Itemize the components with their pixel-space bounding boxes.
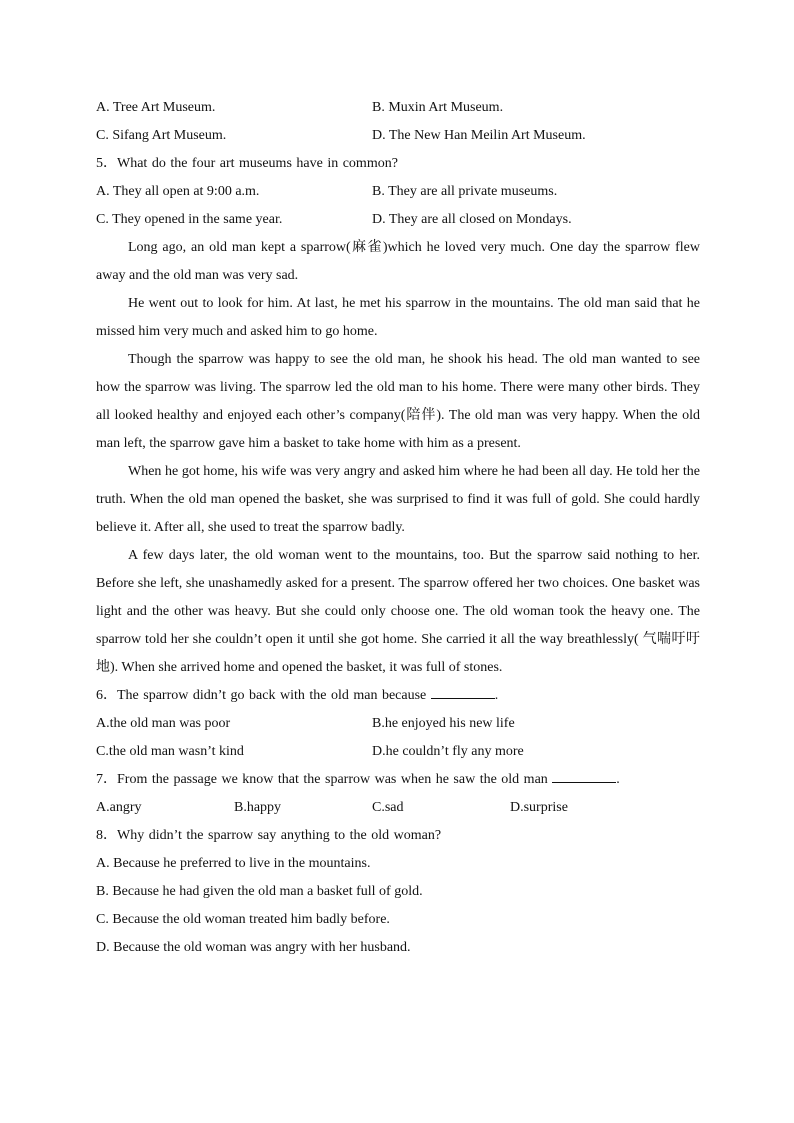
q7-stem: 7．From the passage we know that the sparrow was when he saw the old man bbox=[96, 772, 548, 787]
q8-option-c: C. Because the old woman treated him badly before. bbox=[96, 912, 390, 927]
q7-option-b: B.happy bbox=[234, 800, 282, 815]
q6-stem-line bbox=[96, 682, 700, 710]
q5-option-a: A. They all open at 9:00 a.m. bbox=[96, 184, 260, 199]
q6-options-row2 bbox=[96, 738, 700, 766]
q5-option-c: C. They opened in the same year. bbox=[96, 212, 283, 227]
q4-options-row1 bbox=[96, 94, 700, 122]
q8-stem: 8．Why didn’t the sparrow say anything to the old woman? bbox=[96, 828, 442, 843]
q5-option-d: D. They are all closed on Mondays. bbox=[372, 212, 572, 227]
q8-option-b: B. Because he had given the old man a basket full of gold. bbox=[96, 884, 423, 899]
exam-page bbox=[96, 94, 700, 962]
q6-answer-blank bbox=[431, 684, 495, 699]
q7-stem-line bbox=[96, 766, 700, 794]
q4-options-row2 bbox=[96, 122, 700, 150]
passage-paragraph-3: Though the sparrow was happy to see the old man, he shook his head. The old man wanted to see how the sparrow was living. The sparrow led the old man to his home. There were many other birds. They all looked healthy and enjoyed each other’s company(陪伴). The old man was very happy. When the old man left, the sparrow gave him a basket to take home with him as a present. bbox=[96, 352, 700, 451]
q4-option-c: C. Sifang Art Museum. bbox=[96, 128, 227, 143]
passage-paragraph-2: He went out to look for him. At last, he met his sparrow in the mountains. The old man said that he missed him very much and asked him to go home. bbox=[96, 296, 700, 339]
q5-options-row2 bbox=[96, 206, 700, 234]
q8-option-a: A. Because he preferred to live in the mountains. bbox=[96, 856, 371, 871]
q4-option-a: A. Tree Art Museum. bbox=[96, 100, 216, 115]
q6-option-a: A.the old man was poor bbox=[96, 716, 231, 731]
q5-option-b: B. They are all private museums. bbox=[372, 184, 558, 199]
q4-option-d: D. The New Han Meilin Art Museum. bbox=[372, 128, 586, 143]
q6-option-c: C.the old man wasn’t kind bbox=[96, 744, 244, 759]
q6-options-row1 bbox=[96, 710, 700, 738]
q6-stem-end: . bbox=[494, 688, 499, 703]
q5-stem: 5．What do the four art museums have in common? bbox=[96, 156, 398, 171]
q6-option-b: B.he enjoyed his new life bbox=[372, 716, 515, 731]
q8-option-d: D. Because the old woman was angry with her husband. bbox=[96, 940, 411, 955]
q7-option-d: D.surprise bbox=[510, 800, 568, 815]
q7-options-row bbox=[96, 794, 700, 822]
q4-option-b: B. Muxin Art Museum. bbox=[372, 100, 504, 115]
q7-option-a: A.angry bbox=[96, 800, 142, 815]
q7-stem-end: . bbox=[616, 772, 620, 787]
passage-paragraph-5: A few days later, the old woman went to the mountains, too. But the sparrow said nothing to her. Before she left, she unashamedly asked for a present. The sparrow offered her two choices. One basket was light and the other was heavy. But she could only choose one. The old woman took the heavy one. The sparrow told her she couldn’t open it until she got home. She carried it all the way breathlessly( 气喘吁吁地). When she arrived home and opened the basket, it was full of stones. bbox=[96, 548, 700, 675]
q6-stem: 6．The sparrow didn’t go back with the old man because bbox=[96, 688, 427, 703]
passage-paragraph-4: When he got home, his wife was very angry and asked him where he had been all day. He told her the truth. When the old man opened the basket, she was surprised to find it was full of gold. She could hardly believe it. After all, she used to treat the sparrow badly. bbox=[96, 464, 700, 535]
q6-option-d: D.he couldn’t fly any more bbox=[372, 744, 524, 759]
q5-options-row1 bbox=[96, 178, 700, 206]
q7-option-c: C.sad bbox=[372, 800, 404, 815]
q7-answer-blank bbox=[552, 768, 616, 783]
passage-paragraph-1: Long ago, an old man kept a sparrow(麻雀)which he loved very much. One day the sparrow flew away and the old man was very sad. bbox=[96, 240, 700, 283]
